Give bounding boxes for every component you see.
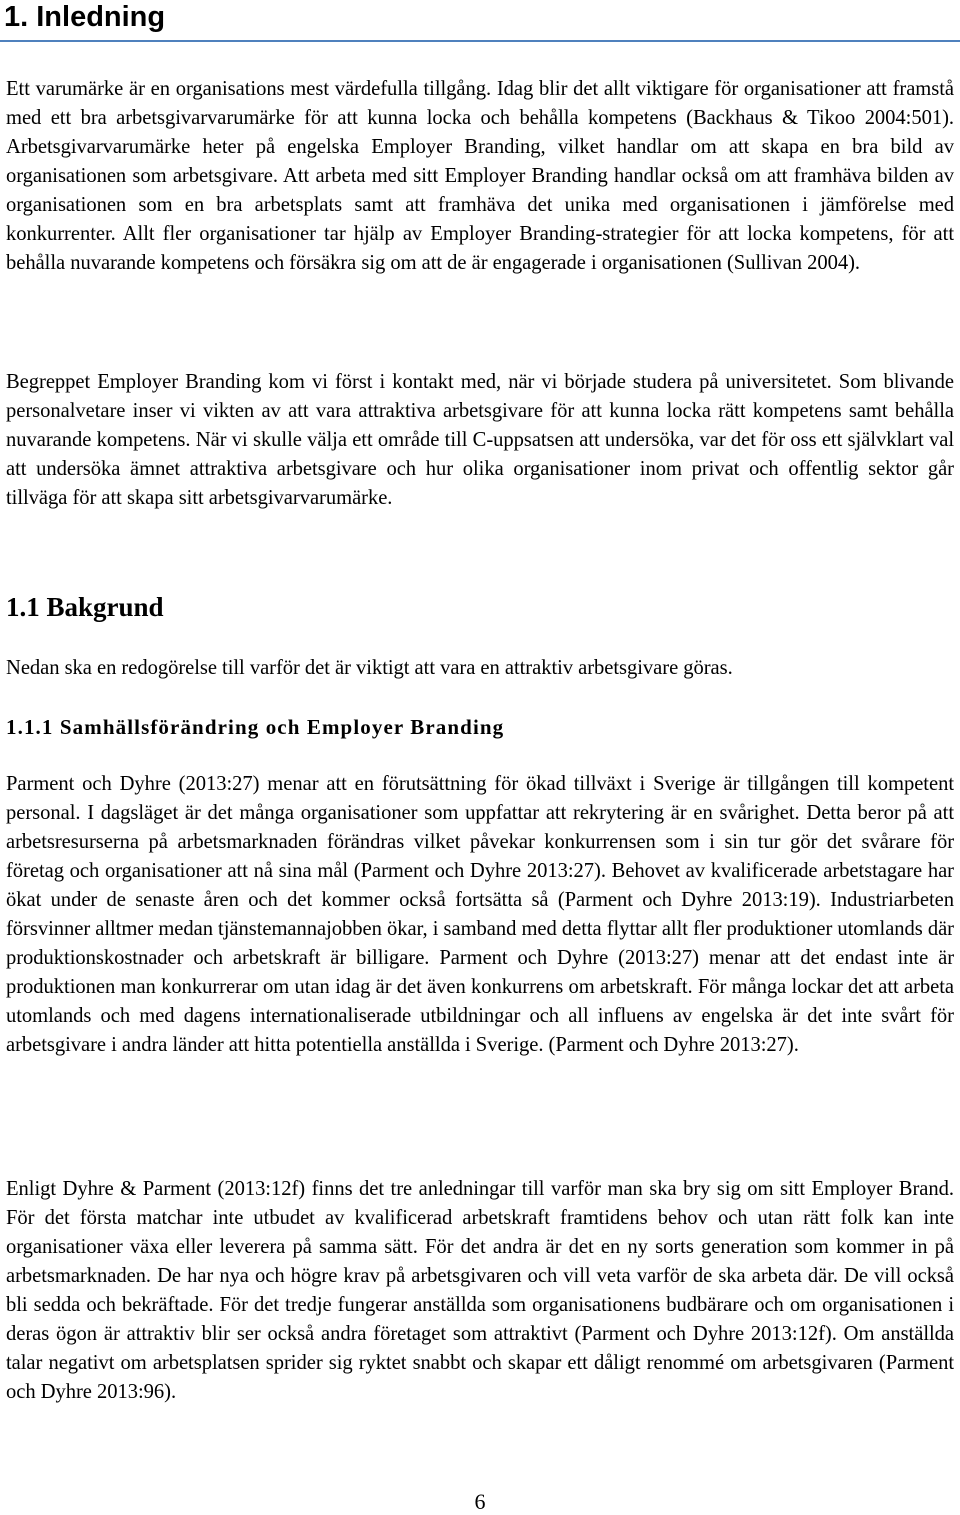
heading-underline bbox=[0, 40, 960, 42]
paragraph-intro: Ett varumärke är en organisations mest värdefulla tillgång. Idag blir det allt viktigare för organisationer att framstå med ett bra arbetsgivarvarumärke för att kunna locka och behålla kompetens (Backhaus & Tikoo 2004:501). Arbetsgivarvarumärke heter på engelska Employer Branding, vilket handlar om att skapa en bra bild av organisationen som arbetsgivare. Att arbeta med sitt Employer Branding handlar också om att framhäva bilden av organisationen som en bra arbetsplats samt att framhäva det unika med organisationen i jämförelse med konkurrenter. Allt fler organisationer tar hjälp av Employer Branding-strategier för att locka kompetens, för att behålla nuvarande kompetens och försäkra sig om att de är engagerade i organisationen (Sullivan 2004). bbox=[6, 78, 954, 274]
paragraph-samhallsforandring: Parment och Dyhre (2013:27) menar att en förutsättning för ökad tillväxt i Sverige är tillgången till kompetent personal. I dagsläget är det många organisationer som uppfattar att rekrytering är en svårighet. Detta beror på att arbetsresurserna på arbetsmarknaden förändras vilket påvekar konkurrensen som i sin tur gör det svårare för företag och organisationer att nå sina mål (Parment och Dyhre 2013:27). Behovet av kvalificerade arbetstagare har ökat under de senaste åren och det kommer också fortsätta så (Parment och Dyhre 2013:19). Industriarbeten försvinner alltmer medan tjänstemannajobben ökar, i samband med detta flyttar allt fler produktioner utomlands där produktionskostnader och arbetskraft är billigare. Parment och Dyhre (2013:27) menar att det endast inte är produktionen man konkurrerar om utan idag är det även konkurrens om arbetskraft. För många lockar det att arbeta utomlands och med dagens internationaliserade utbildningar och all influens av engelska är det inte svårt för arbetsgivare i andra länder att hitta potentiella anställda i Sverige. (Parment och Dyhre 2013:27). bbox=[6, 773, 954, 1056]
paragraph-bakgrund-intro: Nedan ska en redogörelse till varför det är viktigt att vara en attraktiv arbetsgivare göras. bbox=[6, 657, 733, 679]
paragraph-three-reasons: Enligt Dyhre & Parment (2013:12f) finns det tre anledningar till varför man ska bry sig om sitt Employer Brand. För det första matchar inte utbudet av kvalificerad arbetskraft framtidens behov och utan rätt folk kan inte organisationer växa eller leverera på samma sätt. För det andra är det en ny sorts generation som kommer in på arbetsmarknaden. De har nya och högre krav på arbetsgivaren och vill veta varför de ska arbeta där. De vill också bli sedda och bekräftade. För det tredje fungerar anställda som organisationens budbärare och om organisationen i deras ögon är attraktiv blir ser också andra företaget som attraktivt (Parment och Dyhre 2013:12f). Om anställda talar negativt om arbetsplatsen sprider sig ryktet snabbt och skapar ett dåligt renommé om arbetsgivaren (Parment och Dyhre 2013:96). bbox=[6, 1178, 954, 1403]
page-number: 6 bbox=[474, 1489, 486, 1514]
subsection-heading: 1.1.1 Samhällsförändring och Employer Branding bbox=[6, 715, 505, 739]
section-heading-bakgrund: 1.1 Bakgrund bbox=[6, 592, 164, 622]
chapter-heading: 1. Inledning bbox=[4, 1, 166, 33]
paragraph-motivation: Begreppet Employer Branding kom vi först i kontakt med, när vi började studera på universitetet. Som blivande personalvetare inser vi vikten av att vara attraktiva arbetsgivare för att kunna locka rätt kompetens samt behålla nuvarande kompetens. När vi skulle välja ett område till C-uppsatsen att undersöka, var det för oss ett självklart val att undersöka ämnet attraktiva arbetsgivare och hur olika organisationer inom privat och offentlig sektor går tillväga för att skapa sitt arbetsgivarvarumärke. bbox=[6, 371, 954, 509]
